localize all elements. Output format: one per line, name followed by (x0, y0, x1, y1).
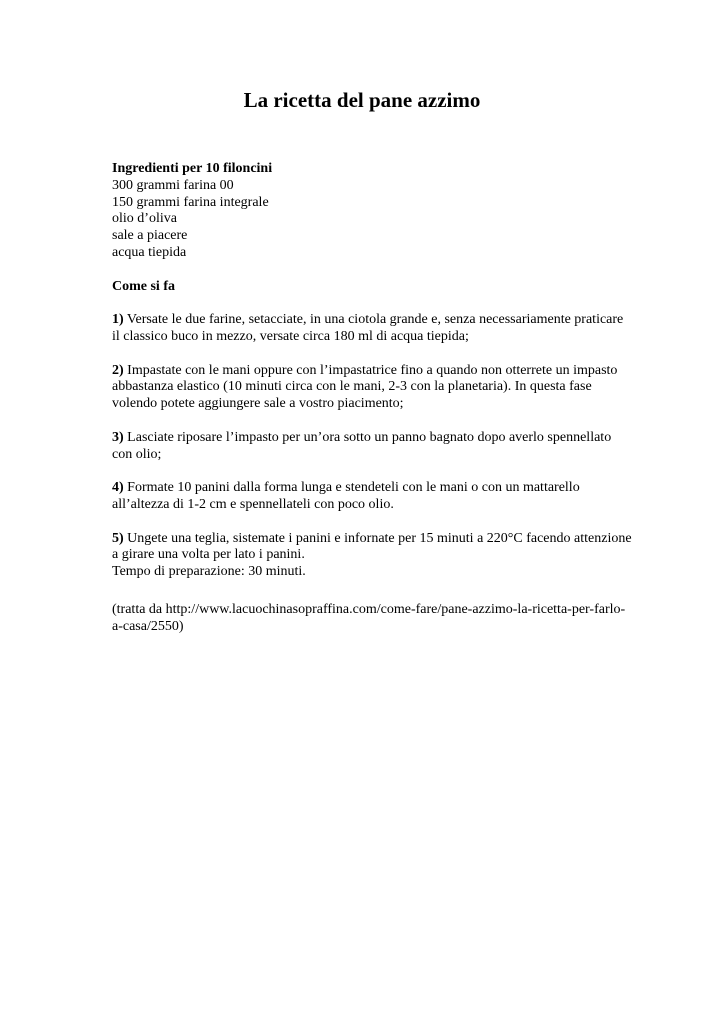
step-number: 3) (112, 429, 124, 445)
source-citation (112, 602, 660, 636)
step-number: 2) (112, 362, 124, 378)
step-text: a girare una volta per lato i panini. (112, 547, 305, 563)
method-heading-block (112, 279, 660, 296)
step-text: Lasciate riposare l’impasto per un’ora sotto un panno bagnato dopo averlo spennellato (127, 429, 612, 445)
method-heading: Come si fa (112, 278, 175, 294)
step-text: Formate 10 panini dalla forma lunga e stendeteli con le mani o con un mattarello (127, 480, 580, 496)
step-line (112, 430, 660, 447)
ingredient-item: acqua tiepida (112, 244, 187, 260)
step-line (112, 312, 660, 329)
method-step-3 (112, 430, 660, 464)
ingredient-item: olio d’oliva (112, 211, 177, 227)
method-step-1 (112, 312, 660, 346)
step-text: volendo potete aggiungere sale a vostro piacimento; (112, 396, 404, 412)
step-number: 4) (112, 480, 124, 496)
prep-time: Tempo di preparazione: 30 minuti. (112, 564, 306, 580)
ingredients-heading: Ingredienti per 10 filoncini (112, 161, 273, 176)
step-line (112, 363, 660, 380)
step-text: il classico buco in mezzo, versate circa 180 ml di acqua tiepida; (112, 328, 469, 344)
step-line (112, 480, 660, 497)
step-text: con olio; (112, 446, 162, 462)
source-line: (tratta da http://www.lacuochinasopraffina.com/come-fare/pane-azzimo-la-ricetta-per-farlo- (112, 601, 626, 617)
ingredient-item: 150 grammi farina integrale (112, 194, 269, 210)
source-line: a-casa/2550) (112, 618, 184, 634)
ingredient-item: sale a piacere (112, 228, 188, 244)
step-number: 5) (112, 530, 124, 546)
method-step-4 (112, 480, 660, 514)
document-body (112, 161, 660, 652)
method-step-5 (112, 531, 660, 581)
step-text: all’altezza di 1-2 cm e spennellateli con poco olio. (112, 496, 394, 512)
step-text: Versate le due farine, setacciate, in una ciotola grande e, senza necessariamente praticare (126, 312, 624, 328)
step-number: 1) (112, 312, 124, 328)
ingredient-item: 300 grammi farina 00 (112, 177, 234, 193)
step-text: abbastanza elastico (10 minuti circa con le mani, 2-3 con la planetaria). In questa fase (112, 379, 592, 395)
ingredients-section (112, 161, 660, 262)
method-step-2 (112, 363, 660, 413)
step-text: Impastate con le mani oppure con l’impastatrice fino a quando non otterrete un impasto (127, 362, 618, 378)
document-title: La ricetta del pane azzimo (243, 88, 481, 112)
step-text: Ungete una teglia, sistemate i panini e infornate per 15 minuti a 220°C facendo attenzione (127, 530, 632, 546)
step-line (112, 531, 660, 548)
